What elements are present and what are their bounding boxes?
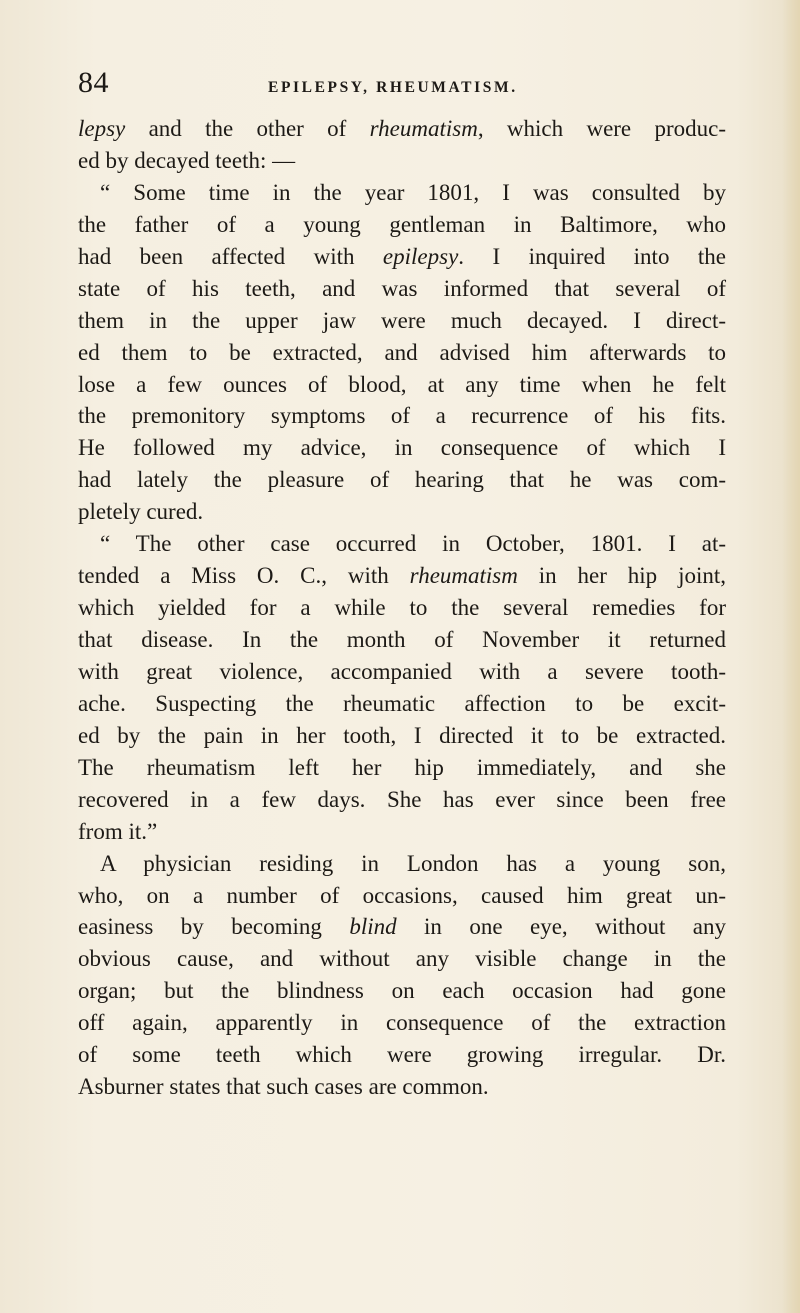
italic-term: epilepsy [382,243,459,269]
text-line [78,752,726,784]
page-edge-shadow [782,0,800,1313]
body-text [78,113,726,1103]
text-line [78,848,726,880]
text-line [78,496,726,528]
text-line [78,656,726,688]
text-run: them in the upper jaw were much decayed. I direct- [78,307,726,333]
text-run: ed by the pain in her tooth, I directed it to be extracted. [78,722,726,748]
text-run: recovered in a few days. She has ever since been free [78,786,726,812]
text-run: “ The other case occurred in October, 1801. I at- [100,531,726,557]
text-line [78,241,726,273]
page-header [78,66,718,106]
text-run: state of his teeth, and was informed that several of [78,275,726,301]
text-line [78,1039,726,1071]
text-line [78,1071,726,1103]
text-line [78,528,726,560]
text-run: pletely cured. [78,499,204,525]
text-run: ache. Suspecting the rheumatic affection to be excit- [78,690,726,716]
text-run: that disease. In the month of November it returned [78,627,726,652]
text-run: obvious cause, and without any visible change in the [78,946,726,972]
text-run: with great violence, accompanied with a severe tooth- [78,658,726,684]
text-run: ed them to be extracted, and advised him afterwards to [78,339,726,365]
text-line [78,943,726,975]
text-line [78,1007,726,1039]
text-run: The rheumatism left her hip immediately, and she [78,754,726,780]
text-run: the father of a young gentleman in Baltimore, who [78,211,726,237]
text-run: ed by decayed teeth: — [78,147,296,173]
text-line [78,592,726,624]
text-run: which yielded for a while to the several remedies for [78,595,726,621]
text-run: had been affected with [78,243,383,269]
text-line [78,464,726,496]
text-line [78,720,726,752]
text-run: Asburner states that such cases are common. [78,1074,489,1100]
text-run: and the other of [125,116,370,141]
text-line [78,880,726,912]
text-line [78,688,726,720]
text-line [78,784,726,816]
text-run: . I inquired into the [458,243,726,269]
text-run: off again, apparently in consequence of the extraction [78,1010,726,1036]
text-run: in one eye, without any [396,914,726,940]
text-line [78,560,726,592]
text-line [78,432,726,464]
text-line [78,209,726,241]
text-run: , which were produc- [477,116,726,141]
text-line [78,400,726,432]
italic-term: lepsy [78,116,126,141]
text-run: “ Some time in the year 1801, I was consulted by [100,179,726,205]
text-run: who, on a number of occasions, caused him great un- [78,882,726,908]
text-line [78,816,726,848]
text-run: had lately the pleasure of hearing that he was com- [78,467,726,493]
running-head: EPILEPSY, RHEUMATISM. [268,79,518,96]
text-line [78,273,726,305]
text-line [78,113,726,145]
text-run: tended a Miss O. C., with [78,563,410,589]
text-line [78,177,726,209]
text-line [78,145,726,177]
italic-term: blind [349,914,397,940]
text-run: the premonitory symptoms of a recurrence of his fits. [78,403,726,429]
text-run: A physician residing in London has a young son, [100,850,726,876]
page-number: 84 [78,66,109,99]
text-line [78,337,726,369]
text-run: lose a few ounces of blood, at any time when he felt [78,371,726,397]
text-run: He followed my advice, in consequence of which I [78,435,726,461]
text-run: in her hip joint, [517,563,726,589]
text-line [78,911,726,943]
text-run: of some teeth which were growing irregular. Dr. [78,1042,726,1068]
text-line [78,624,726,656]
text-run: from it.” [78,818,158,844]
italic-term: rheumatism [369,116,478,141]
text-line [78,369,726,401]
text-line [78,305,726,337]
text-run: easiness by becoming [78,914,350,940]
text-line [78,975,726,1007]
text-run: organ; but the blindness on each occasion had gone [78,978,726,1004]
italic-term: rheumatism [409,563,518,589]
